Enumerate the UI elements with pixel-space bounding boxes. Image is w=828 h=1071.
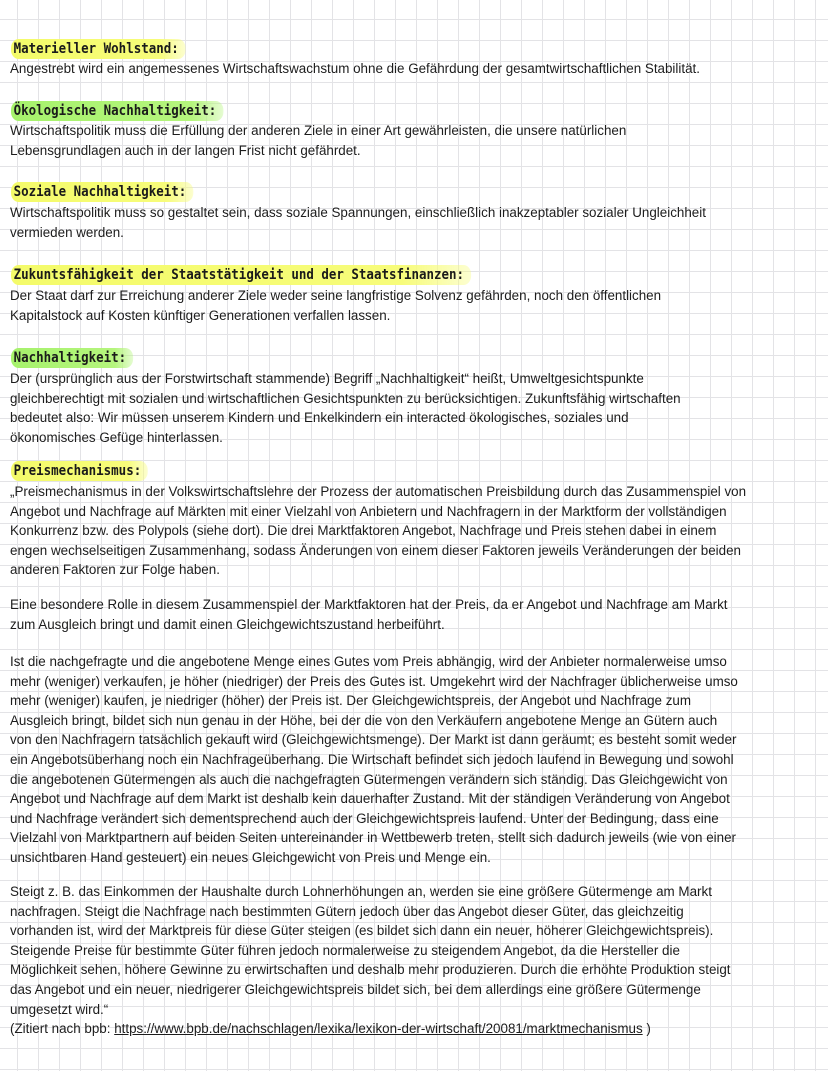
text-line: anderen Faktoren zur Folge haben. [10, 562, 220, 578]
text-line: die angebotenen Gütermengen als auch die nachgefragten Gütermengen verändern sich ständig. Das Gleichgewicht von [10, 771, 728, 787]
text-line: ein Angebotsüberhang noch ein Nachfrageüberhang. Die Wirtschaft befindet sich jedoch laufend in Bewegung und sowohl [10, 751, 734, 767]
text-line: und Nachfrage verändert sich dementsprechend auch der Gleichgewichtspreis laufend. Unter der Bedingung, dass eine [10, 810, 719, 826]
text-line: zum Ausgleich bringt und damit einen Gleichgewichtszustand herbeiführt. [10, 616, 445, 632]
text-line: das Angebot und ein neuer, niedrigerer Gleichgewichtspreis bildet sich, bei dem allerdings eine größere Gütermenge [10, 981, 701, 997]
text-preismechanismus-p3 [10, 652, 815, 868]
text-soziale-nachhaltigkeit [10, 203, 815, 242]
text-line: Vielzahl von Marktpartnern auf beiden Seiten untereinander in Wettbewerb treten, stellt sich dadurch jeweils (wie von einer [10, 830, 736, 846]
text-line: Ausgleich bringt, bildet sich nun genau in der Höhe, bei der die von den Verkäufern angebotene Menge an Gütern auch [10, 712, 718, 728]
text-line: vorhanden ist, wird der Marktpreis für diese Güter steigen (es bildet sich dann ein neuer, höherer Gleichgewichtspreis). [10, 923, 714, 939]
text-line: gleichberechtigt mit sozialen und wirtschaftlichen Gesichtspunkten zu berücksichtigen. Zukunftsfähig wirtschaften [10, 390, 681, 406]
text-line: „Preismechanismus in der Volkswirtschaftslehre der Prozess der automatischen Preisbildung durch das Zusammenspiel von [10, 484, 747, 499]
text-line: engen wechselseitigen Zusammenhang, sodass Änderungen von einem dieser Faktoren jeweils Veränderungen der beiden [10, 542, 741, 558]
text-line: mehr (weniger) verkaufen, je höher (niedriger) der Preis des Gutes ist. Umgekehrt wird der Nachfrager üblicherweise umso [10, 673, 738, 689]
text-line: unsichtbaren Hand gesteuert) ein neues Gleichgewicht von Preis und Menge ein. [10, 849, 491, 865]
text-line: Angestrebt wird ein angemessenes Wirtschaftswachstum ohne die Gefährdung der gesamtwirtschaftlichen Stabilität. [10, 61, 700, 76]
text-nachhaltigkeit [10, 369, 815, 447]
text-line: Steigende Preise für bestimmte Güter führen jedoch normalerweise zu steigendem Angebot, da die Hersteller die [10, 942, 680, 958]
text-line: Der (ursprünglich aus der Forstwirtschaft stammende) Begriff „Nachhaltigkeit“ heißt, Umweltgesichtspunkte [10, 371, 644, 386]
text-line: bedeutet also: Wir müssen unserem Kindern und Enkelkindern ein interacted ökologisches, soziales und [10, 410, 629, 426]
text-line: Lebensgrundlagen auch in der langen Frist nicht gefährdet. [10, 142, 361, 158]
citation-prefix: (Zitiert nach bpb: [10, 1021, 115, 1037]
text-line: vermieden werden. [10, 224, 124, 240]
text-line: umgesetzt wird.“ [10, 1001, 109, 1017]
text-preismechanismus-p1 [10, 482, 815, 580]
citation [10, 1019, 815, 1039]
text-line: Steigt z. B. das Einkommen der Haushalte durch Lohnerhöhungen an, werden sie eine größere Gütermenge am Markt [10, 884, 712, 899]
text-line: Der Staat darf zur Erreichung anderer Ziele weder seine langfristige Solvenz gefährden, noch den öffentlichen [10, 288, 662, 303]
heading-materieller-wohlstand: Materieller Wohlstand: [11, 39, 186, 59]
text-line: Angebot und Nachfrage auf Märkten mit einer Vielzahl von Anbietern und Nachfragern in der Marktform der vollständigen [10, 503, 727, 519]
text-line: von den Nachfragern tatsächlich gekauft wird (Gleichgewichtsmenge). Der Markt ist dann geräumt; es besteht somit weder [10, 732, 737, 748]
text-line: Ist die nachgefragte und die angebotene Menge eines Gutes vom Preis abhängig, wird der Anbieter normalerweise umso [10, 654, 727, 669]
heading-preismechanismus: Preismechanismus: [11, 461, 148, 481]
text-line: Konkurrenz bzw. des Polypols (siehe dort). Die drei Marktfaktoren Angebot, Nachfrage und Preis stehen dabei in einem [10, 523, 717, 539]
text-zukunftsfaehigkeit [10, 286, 815, 325]
heading-zukunftsfaehigkeit: Zukuntsfähigkeit der Staatstätigkeit und der Staatsfinanzen: [11, 265, 471, 285]
text-oekologische-nachhaltigkeit [10, 121, 815, 160]
text-line: nachfragen. Steigt die Nachfrage nach bestimmten Gütern jedoch über das Angebot dieser Güter, das gleichzeitig [10, 903, 684, 919]
text-preismechanismus-p4 [10, 882, 815, 1039]
heading-soziale-nachhaltigkeit: Soziale Nachhaltigkeit: [11, 182, 193, 202]
text-line: Angebot und Nachfrage auf dem Markt ist deshalb kein dauerhafter Zustand. Mit der ständigen Veränderung von Angebot [10, 791, 730, 807]
heading-nachhaltigkeit: Nachhaltigkeit: [11, 348, 133, 368]
citation-link[interactable]: https://www.bpb.de/nachschlagen/lexika/lexikon-der-wirtschaft/20081/marktmechanismus [114, 1021, 643, 1037]
heading-oekologische-nachhaltigkeit: Ökologische Nachhaltigkeit: [11, 101, 223, 121]
text-line: Eine besondere Rolle in diesem Zusammenspiel der Marktfaktoren hat der Preis, da er Angebot und Nachfrage am Markt [10, 597, 728, 612]
citation-suffix: ) [642, 1021, 651, 1037]
text-preismechanismus-p2 [10, 595, 815, 634]
text-line: Wirtschaftspolitik muss so gestaltet sein, dass soziale Spannungen, einschließlich inakzeptabler sozialer Ungleichheit [10, 205, 706, 220]
text-materieller-wohlstand [10, 59, 815, 79]
text-line: Kapitalstock auf Kosten künftiger Generationen verfallen lassen. [10, 307, 391, 323]
text-line: ökonomisches Gefüge hinterlassen. [10, 429, 223, 445]
text-line: Wirtschaftspolitik muss die Erfüllung der anderen Ziele in einer Art gewährleisten, die unsere natürlichen [10, 123, 627, 138]
text-line: mehr (weniger) kaufen, je niedriger (höher) der Preis ist. Der Gleichgewichtspreis, der Angebot und Nachfrage zum [10, 693, 692, 709]
text-line: Möglichkeit sehen, höhere Gewinne zu erwirtschaften und deshalb mehr produzieren. Durch die erhöhte Produktion steigt [10, 962, 731, 978]
